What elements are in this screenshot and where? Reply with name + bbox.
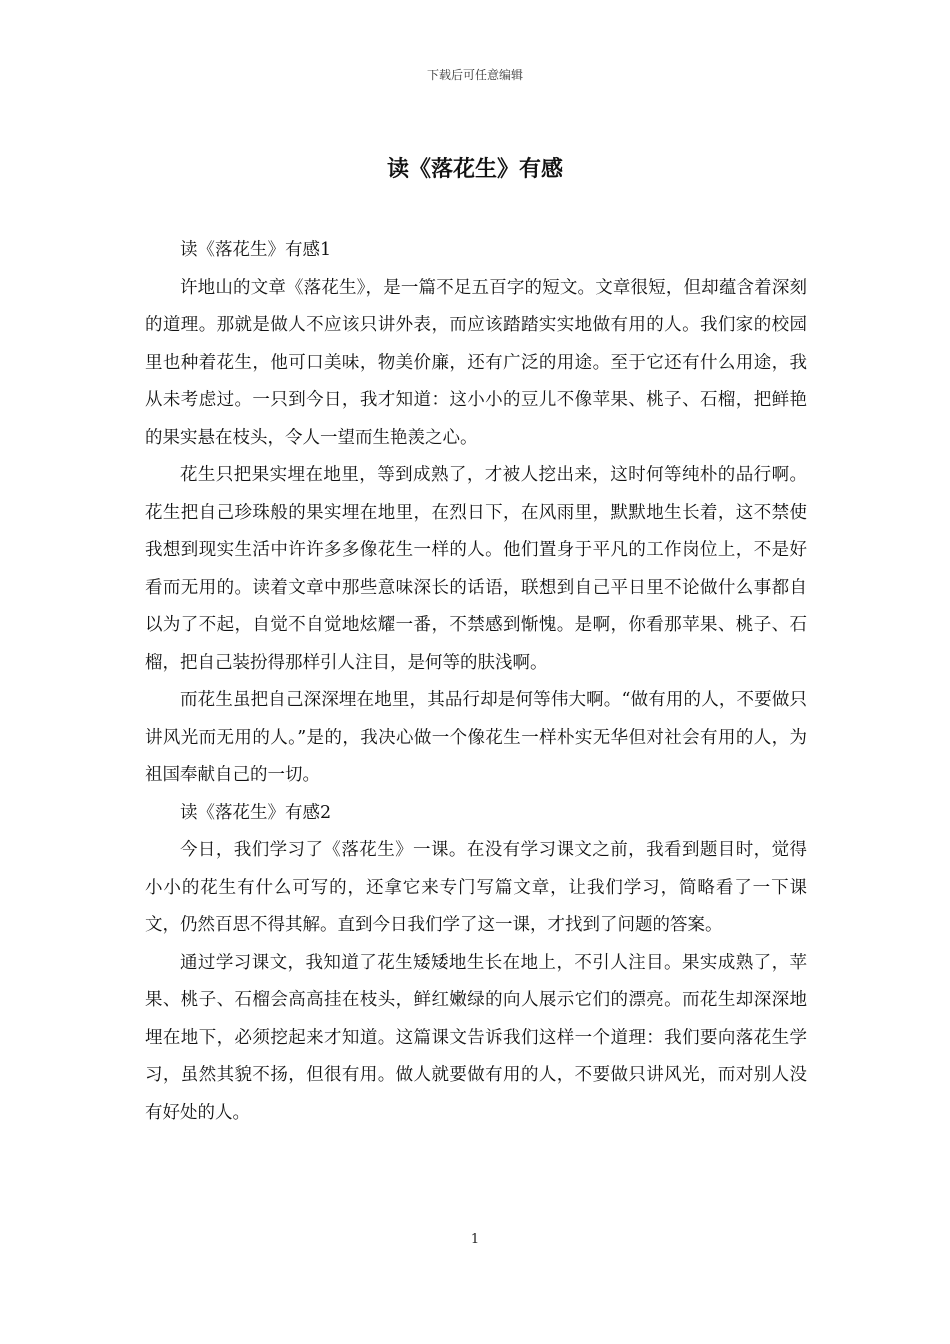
body-paragraph-1: 许地山的文章《落花生》，是一篇不足五百字的短文。文章很短，但却蕴含着深刻的道理。那就是做人不应该只讲外表，而应该踏踏实实地做有用的人。我们家的校园里也种着花生，他可口美味，物美价廉，还有广泛的用途。至于它还有什么用途，我从未考虑过。一只到今日，我才知道：这小小的豆儿不像苹果、桃子、石榴，把鲜艳的果实悬在枝头，令人一望而生艳羡之心。 — [145, 277, 807, 448]
body-paragraph-4: 今日，我们学习了《落花生》一课。在没有学习课文之前，我看到题目时，觉得小小的花生有什么可写的，还拿它来专门写篇文章，让我们学习，简略看了一下课文，仍然百思不得其解。直到今日我们学了这一课，才找到了问题的答案。 — [145, 840, 807, 935]
document-body — [145, 232, 807, 1132]
header-note: 下载后可任意编辑 — [426, 68, 523, 82]
body-paragraph-3: 而花生虽把自己深深埋在地里，其品行却是何等伟大啊。“做有用的人，不要做只讲风光而无用的人。”是的，我决心做一个像花生一样朴实无华但对社会有用的人，为祖国奉献自己的一切。 — [145, 690, 807, 785]
section-heading-1: 读《落花生》有感1 — [180, 240, 332, 260]
page-number: 1 — [470, 1232, 480, 1247]
section-heading-2: 读《落花生》有感2 — [180, 802, 332, 823]
body-paragraph-5: 通过学习课文，我知道了花生矮矮地生长在地上，不引人注目。果实成熟了，苹果、桃子、石榴会高高挂在枝头，鲜红嫩绿的向人展示它们的漂亮。而花生却深深地埋在地下，必须挖起来才知道。这篇课文告诉我们这样一个道理：我们要向落花生学习，虽然其貌不扬，但很有用。做人就要做有用的人，不要做只讲风光，而对别人没有好处的人。 — [145, 952, 807, 1123]
document-title: 读《落花生》有感 — [386, 156, 563, 182]
body-paragraph-2: 花生只把果实埋在地里，等到成熟了，才被人挖出来，这时何等纯朴的品行啊。花生把自己珍珠般的果实埋在地里，在烈日下，在风雨里，默默地生长着，这不禁使我想到现实生活中许许多多像花生一样的人。他们置身于平凡的工作岗位上，不是好看而无用的。读着文章中那些意味深长的话语，联想到自己平日里不论做什么事都自以为了不起，自觉不自觉地炫耀一番，不禁感到惭愧。是啊，你看那苹果、桃子、石榴，把自己装扮得那样引人注目，是何等的肤浅啊。 — [145, 465, 807, 673]
